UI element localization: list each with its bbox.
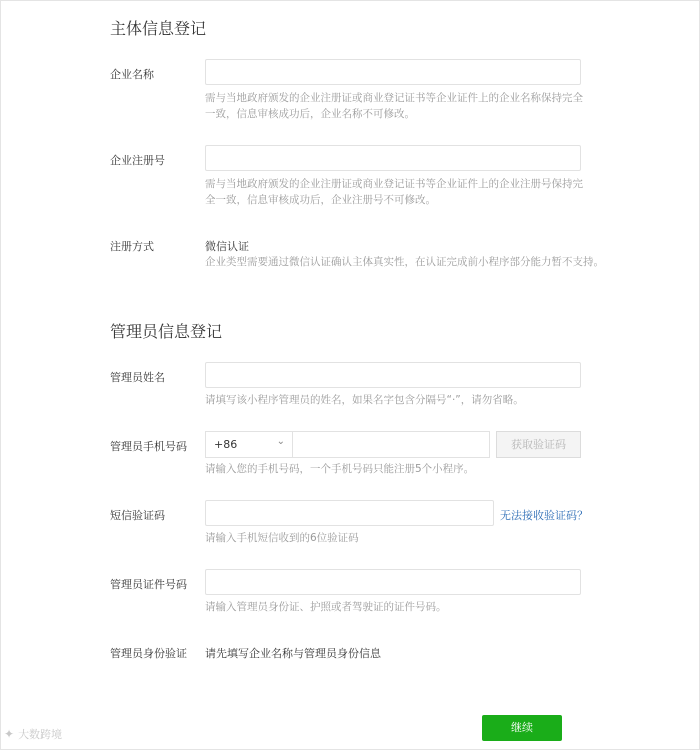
- sms-code-label: 短信验证码: [110, 509, 165, 522]
- chevron-down-icon: ⌄: [276, 436, 285, 447]
- reg-method-value: 微信认证: [205, 240, 249, 253]
- continue-button[interactable]: 继续: [482, 715, 562, 741]
- phone-input[interactable]: [292, 431, 490, 458]
- admin-phone-hint: 请输入您的手机号码，一个手机号码只能注册5个小程序。: [205, 463, 475, 475]
- admin-identity-label: 管理员身份验证: [110, 647, 187, 660]
- admin-identity-value: 请先填写企业名称与管理员身份信息: [205, 647, 381, 660]
- sms-code-input[interactable]: [205, 500, 494, 526]
- company-name-hint: 需与当地政府颁发的企业注册证或商业登记证书等企业证件上的企业名称保持完全一致，信息审核成功后，企业名称不可修改。: [205, 92, 583, 120]
- reg-no-hint: 需与当地政府颁发的企业注册证或商业登记证书等企业证件上的企业注册号保持完全一致，信息审核成功后，企业注册号不可修改。: [205, 178, 583, 206]
- admin-id-hint: 请输入管理员身份证、护照或者驾驶证的证件号码。: [205, 601, 447, 613]
- country-code-select[interactable]: [205, 431, 293, 458]
- reg-method-hint: 企业类型需要通过微信认证确认主体真实性，在认证完成前小程序部分能力暂不支持。: [205, 256, 604, 268]
- company-name-input[interactable]: [205, 59, 581, 85]
- admin-name-label: 管理员姓名: [110, 371, 165, 384]
- reg-no-label: 企业注册号: [110, 154, 165, 167]
- admin-id-input[interactable]: [205, 569, 581, 595]
- sms-code-hint: 请输入手机短信收到的6位验证码: [205, 532, 359, 544]
- section-title-entity: 主体信息登记: [110, 19, 207, 38]
- admin-id-label: 管理员证件号码: [110, 578, 187, 591]
- cannot-receive-code-link[interactable]: 无法接收验证码？: [500, 509, 588, 522]
- watermark: [4, 726, 62, 742]
- admin-name-input[interactable]: [205, 362, 581, 388]
- logo-icon: ✦: [4, 727, 15, 741]
- reg-no-input[interactable]: [205, 145, 581, 171]
- watermark-text: 大数跨境: [18, 728, 63, 741]
- country-code-value: +86: [214, 438, 238, 451]
- get-code-button[interactable]: 获取验证码: [496, 431, 581, 458]
- admin-phone-label: 管理员手机号码: [110, 440, 187, 453]
- section-title-admin: 管理员信息登记: [110, 322, 223, 341]
- admin-name-hint: 请填写该小程序管理员的姓名，如果名字包含分隔号“·”，请勿省略。: [205, 394, 524, 406]
- reg-method-label: 注册方式: [110, 240, 154, 253]
- company-name-label: 企业名称: [110, 68, 154, 81]
